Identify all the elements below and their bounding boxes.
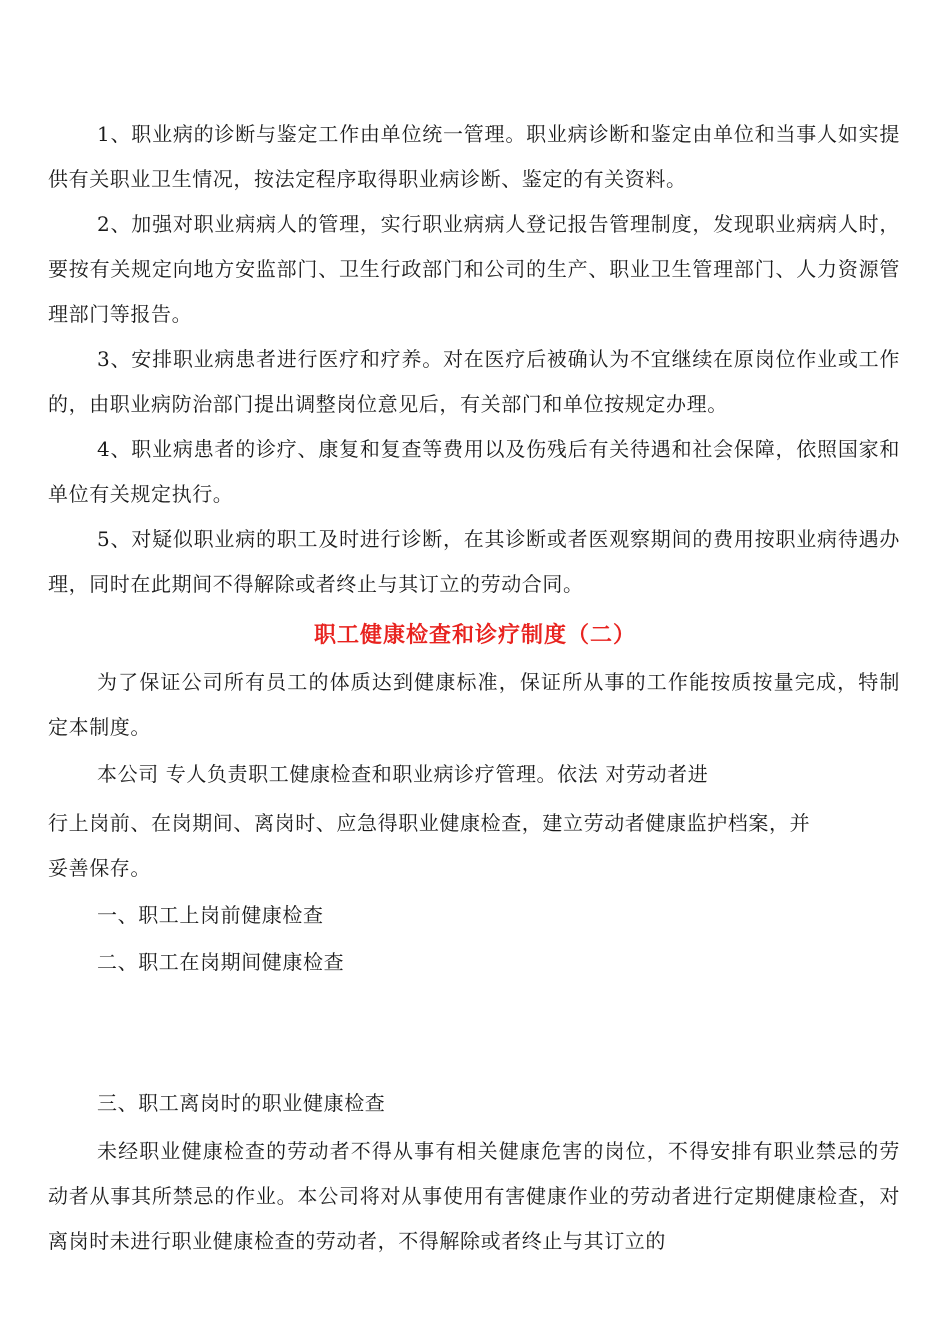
list-item-2: 2、加强对职业病病人的管理，实行职业病病人登记报告管理制度，发现职业病病人时，要按有关规定向地方安监部门、卫生行政部门和公司的生产、职业卫生管理部门、人力资源管理部门等报告。 — [48, 212, 900, 326]
responsibility-line-3: 妥善保存。 — [48, 856, 151, 880]
list-item-5: 5、对疑似职业病的职工及时进行诊断，在其诊断或者医观察期间的费用按职业病待遇办理，同时在此期间不得解除或者终止与其订立的劳动合同。 — [48, 527, 900, 596]
on-job-check-heading: 二、职工在岗期间健康检查 — [97, 950, 345, 974]
section-title: 职工健康检查和诊疗制度（二） — [313, 622, 636, 648]
list-item-3: 3、安排职业病患者进行医疗和疗养。对在医疗后被确认为不宜继续在原岗位作业或工作的，由职业病防治部门提出调整岗位意见后，有关部门和单位按规定办理。 — [48, 347, 900, 416]
responsibility-line-2: 行上岗前、在岗期间、离岗时、应急得职业健康检查，建立劳动者健康监护档案，并 — [48, 811, 811, 835]
responsibility-line-1: 本公司 专人负责职工健康检查和职业病诊疗管理。依法 对劳动者进 — [97, 762, 709, 786]
list-item-4: 4、职业病患者的诊疗、康复和复查等费用以及伤残后有关待遇和社会保障，依照国家和单位有关规定执行。 — [48, 437, 900, 506]
list-item-1: 1、职业病的诊断与鉴定工作由单位统一管理。职业病诊断和鉴定由单位和当事人如实提供有关职业卫生情况，按法定程序取得职业病诊断、鉴定的有关资料。 — [48, 122, 900, 191]
closing-paragraph: 未经职业健康检查的劳动者不得从事有相关健康危害的岗位，不得安排有职业禁忌的劳动者从事其所禁忌的作业。本公司将对从事使用有害健康作业的劳动者进行定期健康检查，对离岗时未进行职业健康检查的劳动者，不得解除或者终止与其订立的 — [48, 1139, 900, 1253]
intro-paragraph: 为了保证公司所有员工的体质达到健康标准，保证所从事的工作能按质按量完成，特制定本制度。 — [48, 670, 900, 739]
pre-job-check-heading: 一、职工上岗前健康检查 — [97, 903, 324, 927]
leaving-check-heading: 三、职工离岗时的职业健康检查 — [97, 1091, 386, 1115]
